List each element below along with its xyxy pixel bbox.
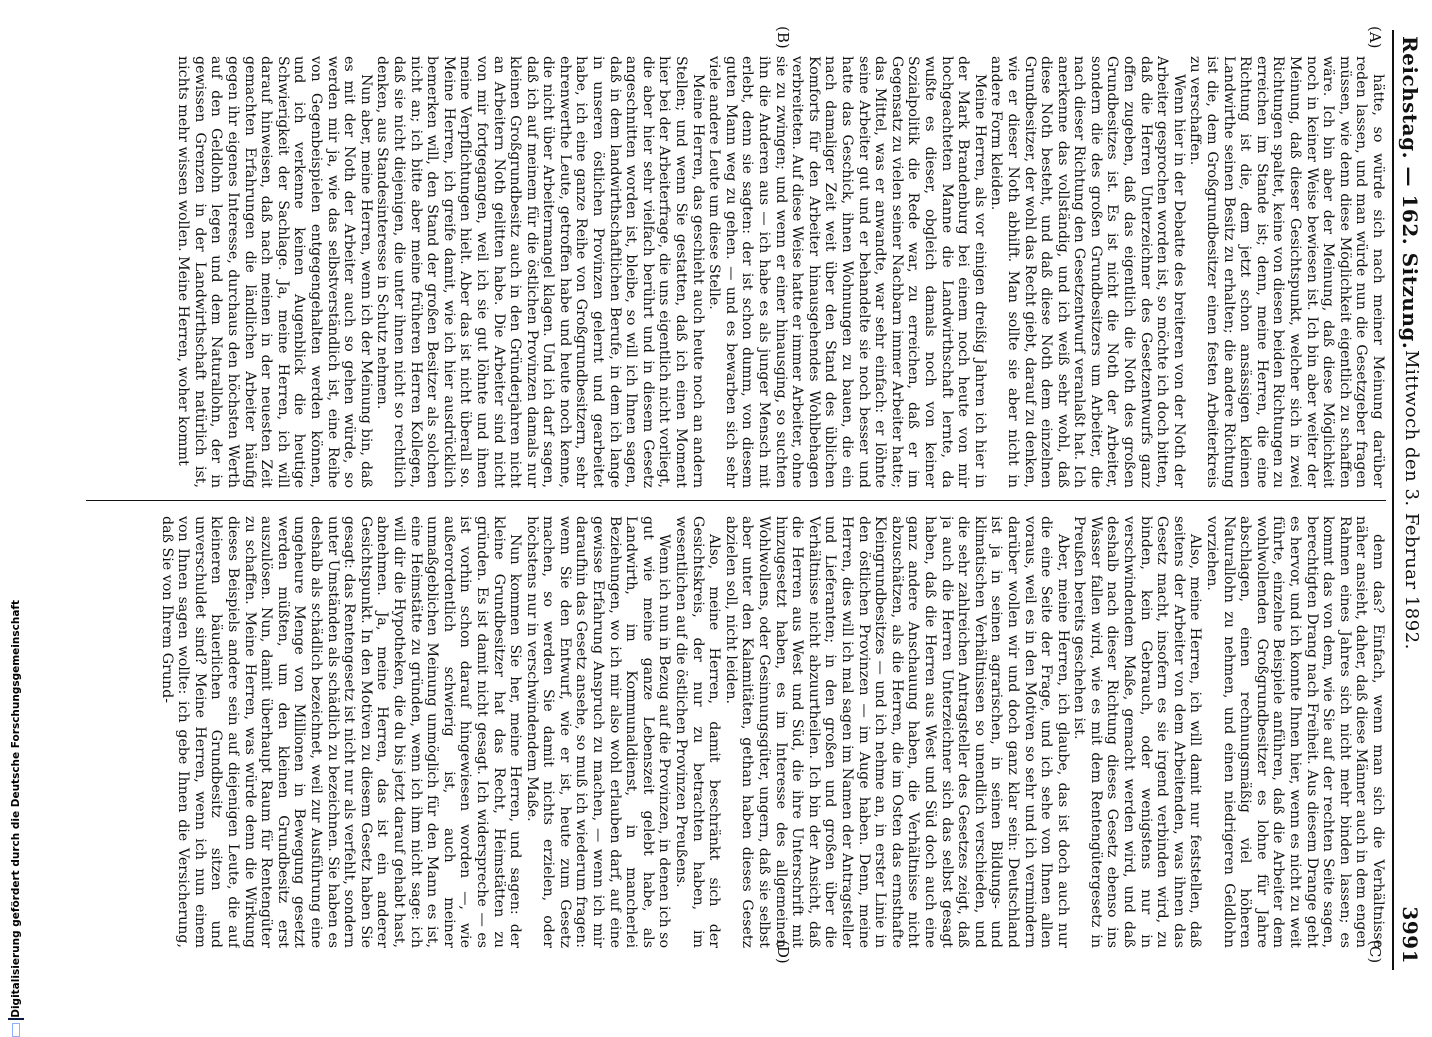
page-header xyxy=(1392,30,1432,970)
paragraph: Aber, meine Herren, ich glaube, das ist doch auch nur die eine Seite der Frage, und ich sehe von Ihnen allen voraus, weil es in den Motiven so sehr und ich vermindern darüber wollen wir und doch ganz klar sein: Deutschland ist ja in seinen agrarischen, in seinen Bildungs- und klimatischen Verhältnissen so unendlich verschieden, und die sehr zahlreichen Antragsteller des Gesetzes zeigt, daß ja auch die Herren Unterzeichner sich das selbst gesagt haben, daß die Herren aus West und Süd doch auch eine ganz andere Anschauung haben, die Verhältnisse nicht abzuschätzen, als die Herren, die im Osten das ernsthafte Kleingrundbesitzes — und ich nehme an, in erster Linie in den östlichen Provinzen — im Auge haben. Denn, meine Herren, dies will ich mal sagen im Namen der Antragsteller und Lieferanten; in den großen und großen über die Verhältnisse nicht abzuurtheilen. Ich bin der Ansicht, daß die Herren aus West und Süd, die ihre Unterschrift mit hinzugesetzt haben, es im Interesse des allgemeinen Wohlwollens, oder Gesinnungsgüter, ungern, daß sie selbst aber unter den Kalamitäten, gethan haben dieses Gesetz abzielen soll, nicht leiden. xyxy=(722,516,1071,948)
margin-mark-b: (B) xyxy=(774,26,792,49)
paragraph: Meine Herren, als vor einigen dreißig Jahren ich hier in der Mark Brandenburg bei einem noch heute von mir hochgeachteten Manne die Landwirthschaft lernte, da wußte es dieser, obgleich damals noch von keiner Sozialpolitik die Rede war, zu erreichen, daß er im Gegensatz zu vielen seiner Nachbarn immer Arbeiter hatte; das Mittel, was er anwandte, war sehr einfach: er löhnte seine Arbeiter gut und er behandelte sie noch besser und hatte das Geschick, ihnen Wohnungen zu bauen, die ein nach damaliger Zeit weit über den Stand des üblichen Komforts für den Arbeiter hinausgehendes Wohlbehagen verbreiteten. Auf diese Weise hatte er immer Arbeiter, ohne sie zu zwingen; und wenn er einer hinausging, so suchten ihn die Anderen aus — ich habe es als junger Mensch mit erlebt, denn sie sagten: der ist schon dumm, von diesem guten Mann weg zu gehen. — und es bewarben sich sehr viele andere Leute um diese Stelle. xyxy=(706,56,988,488)
page-number: 3991 xyxy=(1398,906,1422,964)
paragraph: Meine Herren, das geschieht auch heute noch an andern Stellen; und wenn Sie gestatten, daß ich einen Moment hier bei der Arbeiterfrage, die uns eigentlich nicht vorliegt, die aber hier sehr vielfach berührt und in diesem Gesetz angeschnitten worden ist, bleibe, so will ich Ihnen sagen, daß in dem landwirthschaftlichen Berufe, in dem ich lange in unseren östlichen Provinzen gelernt und gearbeitet habe, ich eine ganze Reihe von Großgrundbesitzern, sehr ehrenwerthe Leute, getroffen habe und heute noch kenne, die nicht über Arbeitermangel klagen. Und ich darf sagen, daß ich auf meinem für die östlichen Provinzen damals nur kleinen Großgrundbesitz auch in den Gründerjahren nicht an Arbeitern Noth gelitten habe. Die Arbeiter sind nicht von mir fortgegangen, weil ich sie gut löhnte und ihnen meine Verpflichtungen hielt. Aber das ist nicht überall so. Meine Herren, ich greife damit, wie ich hier ausdrücklich bemerken will, den Stand der großen Besitzer als solchen nicht an; ich bitte aber meine früheren Herren Kollegen, daß sie nicht diejenigen, die unter ihnen nicht so rechtlich denken, aus Standesinteresse in Schutz nehmen. xyxy=(374,56,706,488)
paragraph: Also, meine Herren, ich will damit nur feststellen, daß seitens der Arbeiter von dem Arbeitenden, was ihnen das Gesetz macht, insofern es sie irgend verbinden wird, zu binden, kein Gebrauch, oder wenigstens nur in verschwindendem Maße, gemacht werden wird, und daß deshalb nach dieser Richtung dieses Gesetz ebenso ins Wasser fallen wird, wie es mit dem Rentengütergesetz in Preußen bereits geschehen ist. xyxy=(1071,516,1204,948)
paragraph: Nun kommen Sie her, meine Herren, und sagen: der kleine Grundbesitzer hat das Recht, Heimstätten zu gründen. Es ist damit nicht gesagt. Ich widerspreche — es ist vorhin schon darauf hingewiesen worden —, wie außerordentlich schwierig ist, auch meiner unmaßgeblichen Meinung unmöglich für den Mann es ist, eine Heimstätte zu gründen, wenn ich ihm nicht sage: ich will dir die Hypotheken, die du bis jetzt darauf gehabt hast, abnehmen. Ja, meine Herren, das ist ein anderer Gesichtspunkt. In den Motiven zu diesem Gesetz haben Sie gesagt: das Rentengesetz ist nicht nur als verfehlt, sondern unter Umständen als schädlich zu bezeichnen. Sie haben es deshalb als schädlich bezeichnet, weil zur Ausführung eine ungeheure Menge von Millionen in Bewegung gesetzt werden müßten, um den kleinen Grundbesitz erst auszulösen. Nun, damit überhaupt Raum für Rentengüter zu schaffen. Meine Herren, was würde denn die Wirkung dieses Beispiels andere sein auf diejenigen Leute, die auf kleineren bäuerlichen Grundbesitz sitzen und unverschuldet sind? Meine Herren, wenn ich nun einem von Ihnen sagen wollte: ich gebe Ihnen die Versicherung, daß Sie von Ihrem Grund- xyxy=(158,516,524,948)
dfg-logo-icon xyxy=(8,1018,24,1020)
margin-mark-d: (D) xyxy=(774,940,792,964)
text-column-right xyxy=(86,516,1386,948)
header-rule xyxy=(1392,30,1394,970)
paragraph: Nun aber, meine Herren, wenn ich der Meinung bin, daß es mit der Noth der Arbeiter auch so gehen würde, so werden mir ja, wie das selbstverständlich ist, eine Reihe von Gegenbeispielen entgegengehalten werden können, und ich verkenne keinen Augenblick die heutige Schwierigkeit der Sachlage. Ja, meine Herren, ich will darauf hinweisen, daß nach meinen in der neuesten Zeit gemachten Erfahrungen die ländlichen Arbeiter häufig gegen ihr eigenes Interesse, durchaus den höchsten Werth auf den Geldlohn legen und dem Naturallohn, der in gewissen Grenzen in der Landwirthschaft natürlich ist, nichts mehr wissen wollen. Meine Herren, woher kommt xyxy=(175,56,374,488)
newspaper-page xyxy=(80,20,1432,980)
paragraph: hätte, so würde sich nach meiner Meinung darüber reden lassen, und man würde nun die Gesetzgeber fragen müssen, wie denn diese Möglichkeit eigentlich zu schaffen wäre. Ich bin aber der Meinung, daß diese Möglichkeit noch in keiner Weise bewiesen ist. Ich bin aber weiter der Meinung, daß dieser Gesichtspunkt, welcher sich in zwei Richtungen spaltet, keine von diesen beiden Richtungen zu erreichen im Stande ist; denn, meine Herren, die eine Richtung ist die, dem jetzt schon ansässigen kleinen Landwirthe seinen Besitz zu erhalten; die andere Richtung ist die, dem Großgrundbesitzer einen festen Arbeiterkreis zu verschaffen. xyxy=(1187,56,1386,488)
paragraph: Also, meine Herren, damit beschränkt sich der Gesichtskreis, der nur zu betrachten haben, im wesentlichen auf die östlichen Provinzen Preußens. xyxy=(673,516,723,948)
digitization-credit: Digitalisierung gefördert durch die Deutsche Forschungsgemeinschaft xyxy=(10,600,22,1018)
paragraph: Wenn hier in der Debatte des breiteren von der Noth der Arbeiter gesprochen worden ist, so möchte ich doch bitten, daß die Herren Unterzeichner des Gesetzentwurfs ganz offen zugeben, daß das eigentlich die Noth des großen Grundbesitzes ist. Es ist nicht die Noth der Arbeiter, sondern die des großen Grundbesitzers um Arbeiter, die nach dieser Richtung den Gesetzentwurf veranlaßt hat. Ich anerkenne das vollständig, und ich weiß sehr wohl, daß diese Noth besteht, und daß diese Noth dem einzelnen Grundbesitzer, der wohl das Recht giebt, darauf zu denken, wie er dieser Noth abhilft. Man sollte sie aber nicht in andere Form kleiden. xyxy=(988,56,1187,488)
paragraph: Wenn ich nun in Bezug auf die Provinzen, in denen ich so gut wie meine ganze Lebenszeit gelebt habe, als Landwirth, im Kommunaldienst, in mancherlei Beziehungen, wo ich mir also wohl erlauben darf, auf eine gewisse Erfahrung Anspruch zu machen, — wenn ich mir daraufhin das Gesetz ansehe, so muß ich wiederum fragen: wenn Sie den Entwurf, wie er ist, heute zum Gesetz machen, so werden Sie damit nichts erzielen, oder höchstens nur in verschwindendem Maße. xyxy=(523,516,673,948)
column-divider xyxy=(86,500,1386,501)
margin-mark-a: (A) xyxy=(1366,26,1384,49)
header-date: Mittwoch den 3. Februar 1892. xyxy=(1401,350,1422,650)
margin-mark-c: (C) xyxy=(1366,940,1384,964)
digitization-footer xyxy=(6,600,26,1018)
header-left: Reichstag. — 162. Sitzung. xyxy=(1398,36,1422,350)
paragraph: denn das? Einfach, wenn man sich die Verhältnisse näher ansieht, daher, daß diese Männer auch in dem engen Rahmen eines Jahres sich nicht mehr binden lassen; es kommt das von dem, wie Sie auf der rechten Seite sagen, berechtigten Drang nach Freiheit. Aus diesem Drange geht es hervor, und ich konnte Ihnen hier, wenn es nicht zu weit führte, einzelne Beispiele anführen, daß die Arbeiter dem wohlwollenden Großgrundbesitzer es lohne für Jahre abschlagen, einen rechnungsmäßig viel höheren Naturallohn zu nehmen, und einen niedrigeren Geldlohn vorziehen. xyxy=(1204,516,1386,948)
text-column-left xyxy=(86,56,1386,488)
